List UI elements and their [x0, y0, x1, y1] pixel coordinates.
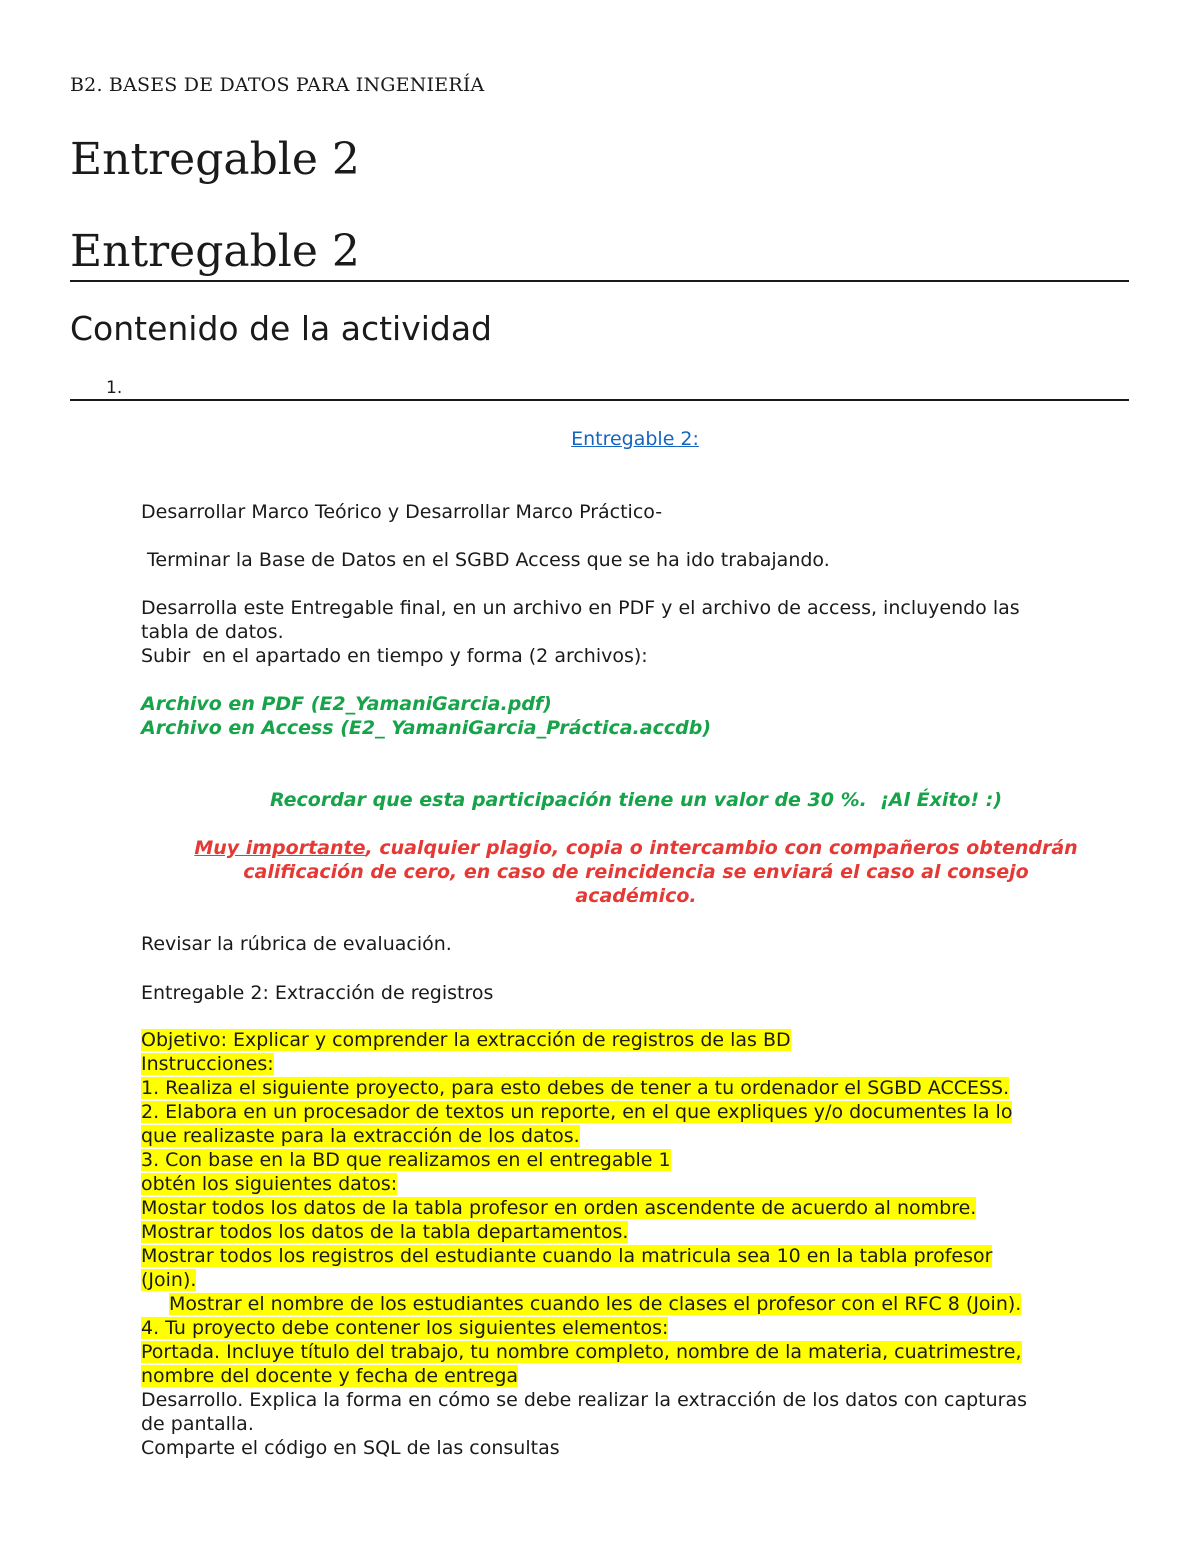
entregable-link[interactable]: Entregable 2: [571, 428, 699, 450]
rubric-note: Revisar la rúbrica de evaluación. [141, 933, 452, 955]
instruction-line: Mostrar todos los datos de la tabla departamentos. [141, 1221, 629, 1243]
file-list [141, 692, 1131, 740]
warning-line-3: académico. [575, 885, 697, 907]
paragraph-pdf-line-1: Desarrolla este Entregable final, en un archivo en PDF y el archivo de access, incluyendo las [141, 597, 1020, 619]
tail-line: Comparte el código en SQL de las consultas [141, 1437, 560, 1459]
instruction-line: (Join). [141, 1269, 197, 1291]
file-access: Archivo en Access (E2_ YamaniGarcia_Práctica.accdb) [141, 717, 712, 739]
paragraph-upload: Subir en el apartado en tiempo y forma (2 archivos): [141, 645, 648, 667]
document-heading: Entregable 2 [70, 226, 360, 277]
document-title: Entregable 2 [70, 134, 360, 185]
instruction-line: que realizaste para la extracción de los datos. [141, 1125, 580, 1147]
instruction-line: obtén los siguientes datos: [141, 1173, 398, 1195]
list-rule [70, 399, 1129, 401]
paragraph-access: Terminar la Base de Datos en el SGBD Access que se ha ido trabajando. [141, 549, 830, 571]
instruction-line: Mostar todos los datos de la tabla profesor en orden ascendente de acuerdo al nombre. [141, 1197, 977, 1219]
reminder [141, 788, 1131, 812]
file-pdf: Archivo en PDF (E2_YamaniGarcia.pdf) [141, 693, 552, 715]
instruction-line: nombre del docente y fecha de entrega [141, 1365, 519, 1387]
instruction-line: 1. Realiza el siguiente proyecto, para esto debes de tener a tu ordenador el SGBD ACCESS. [141, 1077, 1010, 1099]
instruction-line: Instrucciones: [141, 1053, 274, 1075]
warning-line-2: calificación de cero, en caso de reincidencia se enviará el caso al consejo [243, 861, 1029, 883]
reminder-text: Recordar que esta participación tiene un valor de 30 %. ¡Al Éxito! :) [269, 789, 1003, 811]
course-name: B2. BASES DE DATOS PARA INGENIERÍA [70, 74, 485, 96]
paragraph-pdf [141, 596, 1131, 668]
tail-line: de pantalla. [141, 1413, 254, 1435]
list-number: 1. [106, 378, 123, 398]
section-subtitle: Contenido de la actividad [70, 309, 493, 348]
instruction-line: 4. Tu proyecto debe contener los siguientes elementos: [141, 1317, 669, 1339]
instruction-line: Objetivo: Explicar y comprender la extracción de registros de las BD [141, 1029, 791, 1051]
instruction-line: 2. Elabora en un procesador de textos un reporte, en el que expliques y/o documentes la lo [141, 1101, 1013, 1123]
warning-block [141, 836, 1131, 908]
paragraph-pdf-line-2: tabla de datos. [141, 621, 284, 643]
paragraph-marco: Desarrollar Marco Teórico y Desarrollar Marco Práctico- [141, 501, 663, 523]
instruction-line: 3. Con base en la BD que realizamos en el entregable 1 [141, 1149, 671, 1171]
instruction-line: Mostrar todos los registros del estudiante cuando la matricula sea 10 en la tabla profesor [141, 1245, 993, 1267]
warning-emphasis: Muy importante [194, 837, 366, 859]
instructions-block [141, 1028, 1131, 1460]
warning-line-1: , cualquier plagio, copia o intercambio con compañeros obtendrán [365, 837, 1078, 859]
instruction-line: Portada. Incluye título del trabajo, tu nombre completo, nombre de la materia, cuatrimestre, [141, 1341, 1022, 1363]
instruction-line: Mostrar el nombre de los estudiantes cuando les de clases el profesor con el RFC 8 (Join). [169, 1293, 1022, 1315]
section-title: Entregable 2: Extracción de registros [141, 982, 494, 1004]
heading-rule [70, 280, 1129, 282]
tail-line: Desarrollo. Explica la forma en cómo se debe realizar la extracción de los datos con capturas [141, 1389, 1027, 1411]
